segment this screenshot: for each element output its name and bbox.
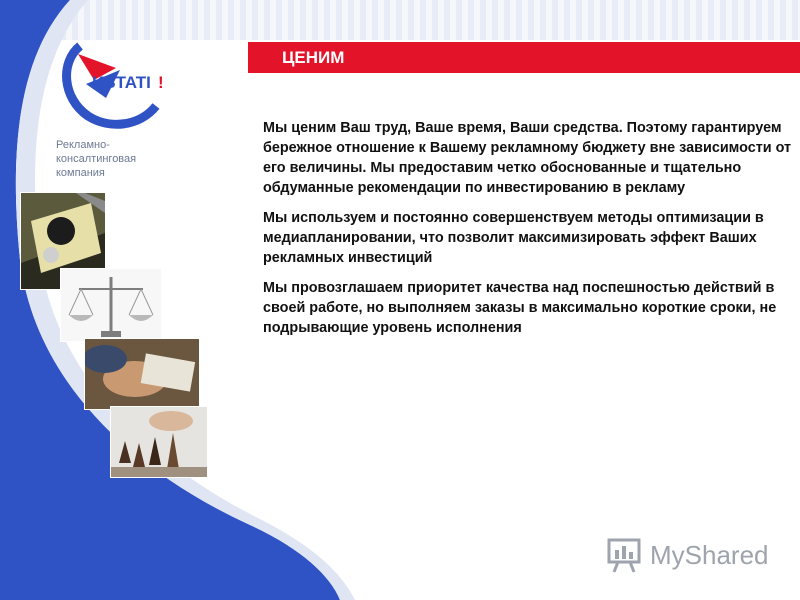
photo-chess [110,406,208,478]
company-subtitle [56,138,166,180]
watermark-text: MyShared [650,540,769,570]
subtitle-line-3: компания [56,167,105,179]
photo-scales [60,268,162,342]
kstati-logo [58,40,188,135]
header-divider-line [248,72,800,73]
main-content [263,118,798,348]
myshared-watermark [606,537,776,573]
logo-wordmark-main: KSTATI [92,73,151,92]
photo-hand-writing [84,338,200,410]
subtitle-line-1: Рекламно- [56,139,110,151]
section-title: ЦЕНИМ [282,48,345,67]
paragraph-1: Мы ценим Ваш труд, Ваше время, Ваши средства. Поэтому гарантируем бережное отношение к Вашему рекламному бюджету вне зависимости от его величины. Мы предоставим четко обоснованные и тщательно обдуманные рекомендации по инвестированию в рекламу [263,120,792,196]
paragraph-3: Мы провозглашаем приоритет качества над поспешностью действий в своей работе, но выполняем заказы в максимально короткие сроки, не подрывающие уровень исполнения [263,280,777,336]
subtitle-line-2: консалтинговая [56,153,137,165]
section-header-bar [248,42,800,72]
paragraph-2: Мы используем и постоянно совершенствуем методы оптимизации в медиапланировании, что позволит максимизировать эффект Ваших рекламных инвестиций [263,210,764,266]
logo-wordmark-exclamation: ! [158,73,164,92]
presentation-board-icon [606,537,644,573]
